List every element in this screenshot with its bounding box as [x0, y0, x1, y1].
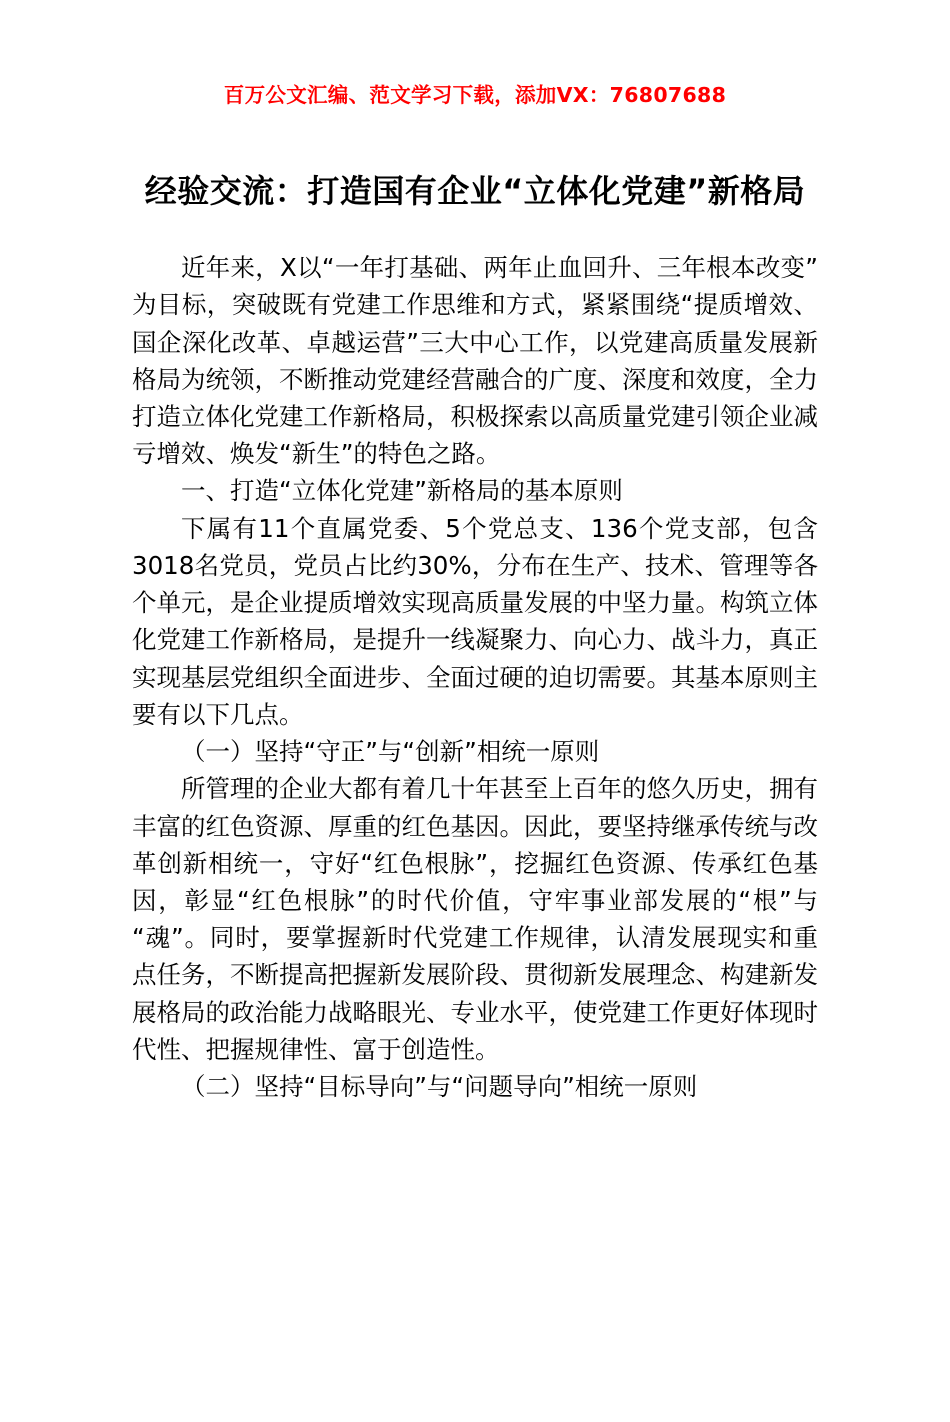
section-heading-2: （一）坚持“守正”与“创新”相统一原则 [181, 737, 600, 767]
document-body [132, 249, 818, 1105]
paragraph-intro: 近年来，X以“一年打基础、两年止血回升、三年根本改变”为目标，突破既有党建工作思维和方式，紧紧围绕“提质增效、国企深化改革、卓越运营”三大中心工作，以党建高质量发展新格局为统领，不断推动党建经营融合的广度、深度和效度，全力打造立体化党建工作新格局，积极探索以高质量党建引领企业减亏增效、焕发“新生”的特色之路。 [132, 253, 818, 469]
section-heading-3: （二）坚持“目标导向”与“问题导向”相统一原则 [181, 1072, 698, 1102]
watermark-banner: 百万公文汇编、范文学习下载，添加VX：76807688 [223, 83, 727, 107]
paragraph-principle-one: 所管理的企业大都有着几十年甚至上百年的悠久历史，拥有丰富的红色资源、厚重的红色基因。因此，要坚持继承传统与改革创新相统一，守好“红色根脉”，挖掘红色资源、传承红色基因，彰显“红色根脉”的时代价值，守牢事业部发展的“根”与“魂”。同时，要掌握新时代党建工作规律，认清发展现实和重点任务，不断提高把握新发展阶段、贯彻新发展理念、构建新发展格局的政治能力战略眼光、专业水平，使党建工作更好体现时代性、把握规律性、富于创造性。 [132, 774, 818, 1064]
document-page [0, 78, 950, 1422]
paragraph-organization: 下属有11个直属党委、5个党总支、136个党支部，包含3018名党员，党员占比约30%，分布在生产、技术、管理等各个单元，是企业提质增效实现高质量发展的中坚力量。构筑立体化党建工作新格局，是提升一线凝聚力、向心力、战斗力，真正实现基层党组织全面进步、全面过硬的迫切需要。其基本原则主要有以下几点。 [132, 513, 818, 729]
section-heading-1: 一、打造“立体化党建”新格局的基本原则 [181, 476, 623, 506]
page-title: 经验交流：打造国有企业“立体化党建”新格局 [144, 172, 806, 210]
